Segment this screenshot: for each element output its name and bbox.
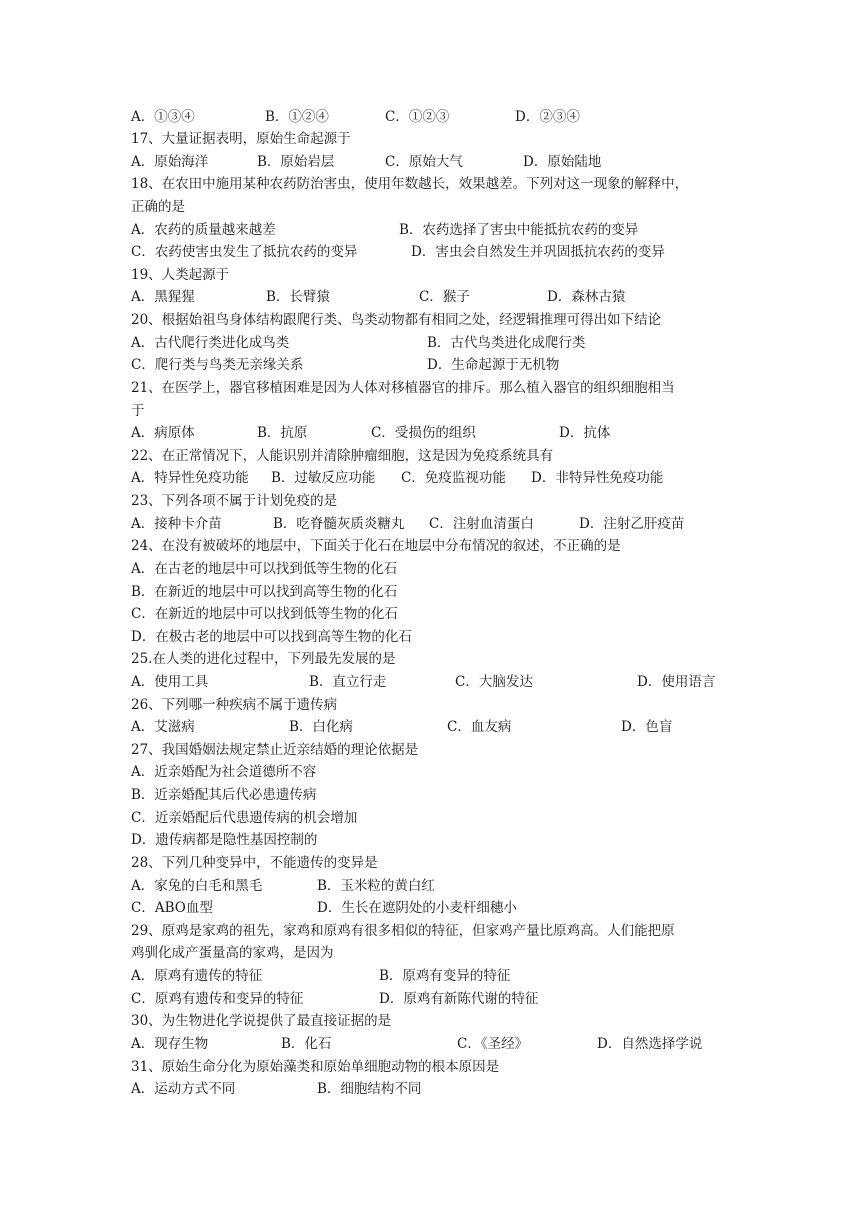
options-row bbox=[131, 332, 731, 355]
option-text: C．原始大气 bbox=[385, 153, 463, 170]
option-text: D．森林古猿 bbox=[547, 289, 626, 306]
question-text: 31、原始生命分化为原始藻类和原始单细胞动物的根本原因是 bbox=[131, 1058, 500, 1075]
options-row bbox=[131, 988, 731, 1011]
option-text: A．家兔的白毛和黑毛 bbox=[131, 877, 263, 894]
option-text: D．原始陆地 bbox=[523, 153, 602, 170]
question-text: 鸡驯化成产蛋量高的家鸡，是因为 bbox=[131, 945, 334, 962]
option-text: D．抗体 bbox=[559, 425, 611, 442]
option-text: C．注射血清蛋白 bbox=[429, 515, 534, 532]
question-text: C．在新近的地层中可以找到低等生物的化石 bbox=[131, 606, 398, 623]
question-text: 26、下列哪一种疾病不属于遗传病 bbox=[131, 696, 338, 713]
options-row bbox=[131, 151, 731, 174]
options-row bbox=[131, 422, 731, 445]
option-text: A．农药的质量越来越差 bbox=[131, 221, 276, 238]
question-text: A．近亲婚配为社会道德所不容 bbox=[131, 764, 317, 781]
option-text: A．①③④ bbox=[131, 108, 195, 125]
option-text: C．血友病 bbox=[447, 719, 512, 736]
option-text: C．农药使害虫发生了抵抗农药的变异 bbox=[131, 244, 358, 261]
option-text: A．特异性免疫功能 bbox=[131, 470, 249, 487]
option-text: A．原始海洋 bbox=[131, 153, 209, 170]
option-text: B．抗原 bbox=[257, 425, 308, 442]
option-text: A．使用工具 bbox=[131, 674, 209, 690]
options-row bbox=[131, 897, 731, 920]
option-text: D．色盲 bbox=[621, 719, 673, 736]
question-text: 24、在没有被破坏的地层中，下面关于化石在地层中分布情况的叙述，不正确的是 bbox=[131, 538, 621, 555]
question-text: D．在极古老的地层中可以找到高等生物的化石 bbox=[131, 628, 412, 645]
option-text: B．农药选择了害虫中能抵抗农药的变异 bbox=[399, 221, 639, 238]
options-row bbox=[131, 286, 731, 309]
question-text: C．近亲婚配后代患遗传病的机会增加 bbox=[131, 809, 358, 826]
question-text: 21、在医学上，器官移植困难是因为人体对移植器官的排斥。那么植入器官的组织细胞相当 bbox=[131, 379, 675, 396]
option-text: B．原始岩层 bbox=[257, 153, 335, 170]
question-text: 23、下列各项不属于计划免疫的是 bbox=[131, 493, 338, 510]
option-text: B．过敏反应功能 bbox=[271, 470, 376, 487]
question-text: 17、大量证据表明，原始生命起源于 bbox=[131, 131, 351, 148]
option-text: B．吃脊髓灰质炎糖丸 bbox=[273, 515, 405, 532]
option-text: D．原鸡有新陈代谢的特征 bbox=[379, 990, 539, 1007]
question-text: 18、在农田中施用某种农药防治害虫，使用年数越长，效果越差。下列对这一现象的解释中， bbox=[131, 176, 689, 193]
option-text: A．运动方式不同 bbox=[131, 1081, 236, 1098]
option-text: B．原鸡有变异的特征 bbox=[379, 968, 511, 985]
option-text: C．①②③ bbox=[385, 108, 450, 125]
option-text: D．使用语言 bbox=[637, 674, 716, 690]
option-text: C．《圣经》 bbox=[457, 1035, 529, 1052]
option-text: C．原鸡有遗传和变异的特征 bbox=[131, 990, 304, 1007]
option-text: A．现存生物 bbox=[131, 1035, 209, 1052]
options-row bbox=[131, 1078, 731, 1101]
question-text: 19、人类起源于 bbox=[131, 266, 230, 283]
option-text: A．接种卡介苗 bbox=[131, 515, 222, 532]
options-row bbox=[131, 513, 731, 536]
option-text: A．原鸡有遗传的特征 bbox=[131, 968, 263, 985]
option-text: D．自然选择学说 bbox=[597, 1035, 703, 1052]
options-row bbox=[131, 716, 731, 739]
options-row bbox=[131, 241, 731, 264]
question-text: 20、根据始祖鸟身体结构跟爬行类、鸟类动物都有相同之处，经逻辑推理可得出如下结论 bbox=[131, 312, 662, 329]
option-text: B．古代鸟类进化成爬行类 bbox=[427, 334, 586, 351]
question-text: 22、在正常情况下，人能识别并清除肿瘤细胞，这是因为免疫系统具有 bbox=[131, 447, 554, 464]
question-text: 30、为生物进化学说提供了最直接证据的是 bbox=[131, 1013, 392, 1030]
option-text: C．ABO血型 bbox=[131, 900, 213, 917]
option-text: B．白化病 bbox=[289, 719, 353, 736]
option-text: D．非特异性免疫功能 bbox=[531, 470, 664, 487]
option-text: B．化石 bbox=[281, 1035, 332, 1052]
question-text: A．在古老的地层中可以找到低等生物的化石 bbox=[131, 560, 398, 577]
option-text: C．大脑发达 bbox=[455, 674, 533, 690]
options-row bbox=[131, 875, 731, 898]
question-text: D．遗传病都是隐性基因控制的 bbox=[131, 832, 318, 849]
option-text: D．生长在遮阴处的小麦杆细穗小 bbox=[317, 900, 517, 917]
options-row bbox=[131, 354, 731, 377]
option-text: A．古代爬行类进化成鸟类 bbox=[131, 334, 290, 351]
option-text: B．长臂猿 bbox=[266, 289, 330, 306]
option-text: B．直立行走 bbox=[309, 674, 387, 690]
option-text: D．②③④ bbox=[515, 108, 580, 125]
question-text: 27、我国婚姻法规定禁止近亲结婚的理论依据是 bbox=[131, 741, 419, 758]
question-text: 于 bbox=[131, 402, 145, 419]
question-text: 25.在人类的进化过程中，下列最先发展的是 bbox=[131, 651, 396, 668]
option-text: A．黑猩猩 bbox=[131, 289, 195, 306]
option-text: B．①②④ bbox=[265, 108, 329, 125]
options-row bbox=[131, 671, 731, 694]
option-text: C．猴子 bbox=[419, 289, 470, 306]
option-text: D．害虫会自然发生并巩固抵抗农药的变异 bbox=[411, 244, 665, 261]
options-row bbox=[131, 467, 731, 490]
question-text: 28、下列几种变异中，不能遗传的变异是 bbox=[131, 854, 378, 871]
option-text: B．细胞结构不同 bbox=[317, 1081, 422, 1098]
question-text: 29、原鸡是家鸡的祖先，家鸡和原鸡有很多相似的特征，但家鸡产量比原鸡高。人们能把原 bbox=[131, 922, 675, 939]
options-row bbox=[131, 219, 731, 242]
options-row bbox=[131, 965, 731, 988]
option-text: C．免疫监视功能 bbox=[401, 470, 506, 487]
option-text: D．注射乙肝疫苗 bbox=[579, 515, 685, 532]
option-text: C．受损伤的组织 bbox=[371, 425, 476, 442]
options-row bbox=[131, 106, 731, 129]
question-text: 正确的是 bbox=[131, 198, 185, 215]
option-text: B．玉米粒的黄白红 bbox=[317, 877, 435, 894]
question-text: B．在新近的地层中可以找到高等生物的化石 bbox=[131, 583, 398, 600]
option-text: D．生命起源于无机物 bbox=[427, 357, 560, 374]
option-text: C．爬行类与鸟类无亲缘关系 bbox=[131, 357, 304, 374]
options-row bbox=[131, 1033, 731, 1056]
option-text: A．艾滋病 bbox=[131, 719, 195, 736]
option-text: A．病原体 bbox=[131, 425, 195, 442]
question-text: B．近亲婚配其后代必患遗传病 bbox=[131, 787, 317, 804]
